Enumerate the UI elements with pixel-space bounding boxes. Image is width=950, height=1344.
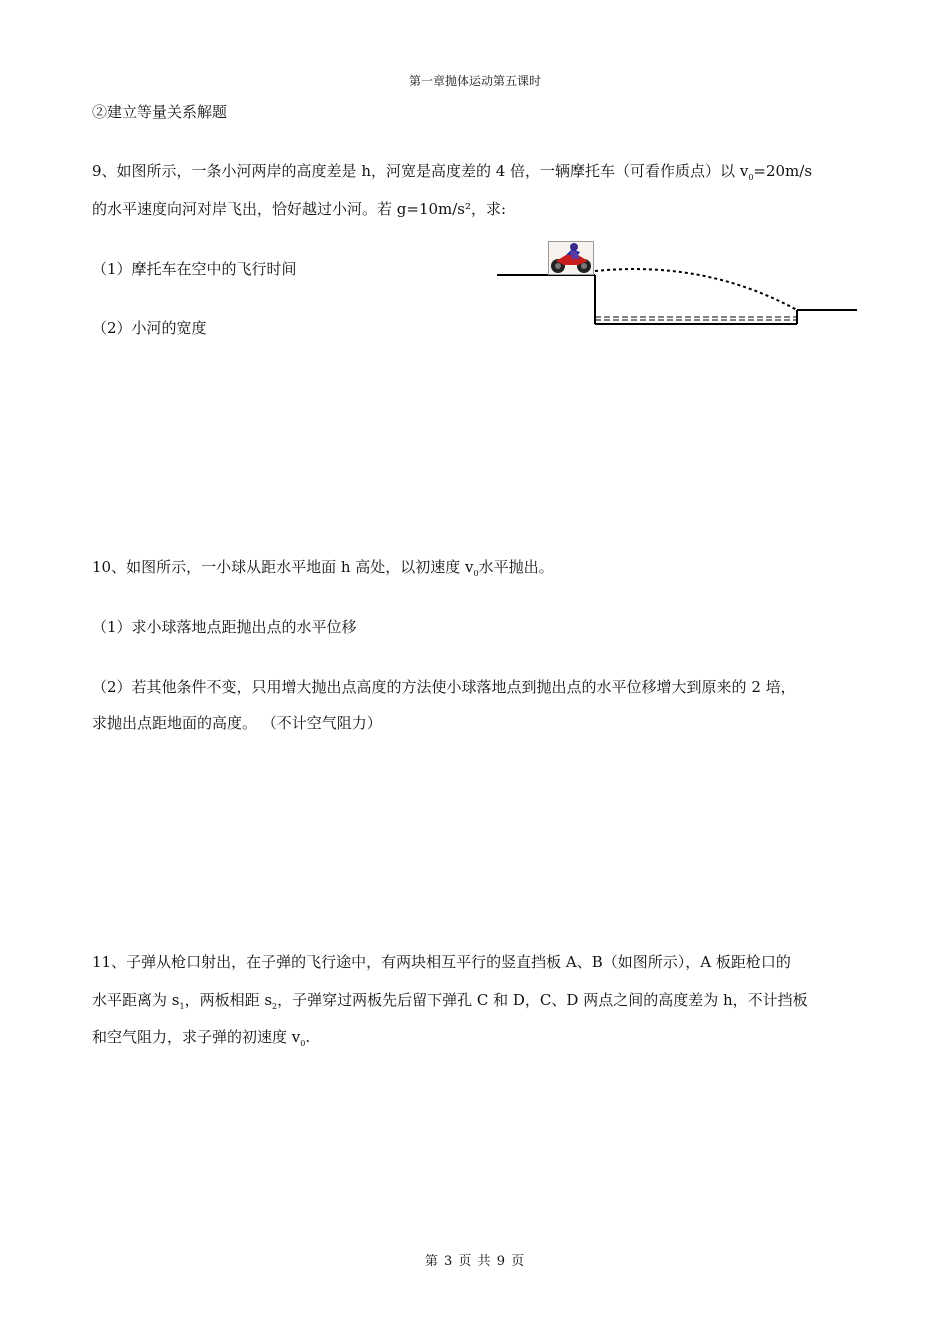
q11-line2-text-a: 水平距离为 s bbox=[92, 991, 180, 1009]
q10-line1-text: 10、如图所示，一小球从距水平地面 h 高处，以初速度 v bbox=[92, 558, 474, 576]
page-footer: 第 3 页 共 9 页 bbox=[424, 1254, 526, 1269]
page-header: 第一章抛体运动第五课时 bbox=[408, 74, 541, 88]
q9-line1-text: 9、如图所示，一条小河两岸的高度差是 h，河宽是高度差的 4 倍，一辆摩托车（可看作质点）以 v bbox=[92, 162, 749, 180]
q11-s2-subscript: 2 bbox=[272, 1002, 278, 1011]
q11-line2 bbox=[92, 989, 808, 1011]
q10-part2-line1: （2）若其他条件不变，只用增大抛出点高度的方法使小球落地点到抛出点的水平位移增大到原来的 2 培， bbox=[92, 678, 796, 696]
q11-line1: 11、子弹从枪口射出，在子弹的飞行途中，有两块相互平行的竖直挡板 A、B（如图所示），A 板距枪口的 bbox=[92, 953, 791, 971]
q9-line1-speed: =20m/s bbox=[753, 162, 813, 180]
q10-line1-end: 水平抛出。 bbox=[478, 558, 554, 576]
q9-part1: （1）摩托车在空中的飞行时间 bbox=[92, 260, 297, 278]
q11-line3-text: 和空气阻力，求子弹的初速度 v bbox=[92, 1028, 301, 1046]
motorcycle-icon bbox=[548, 241, 594, 275]
q10-part2-line2: 求抛出点距地面的高度。 （不计空气阻力） bbox=[92, 714, 382, 732]
q9-part2: （2）小河的宽度 bbox=[92, 319, 207, 337]
q11-s1-subscript: 1 bbox=[179, 1002, 185, 1011]
q9-line2: 的水平速度向河对岸飞出，恰好越过小河。若 g=10m/s²，求: bbox=[92, 200, 507, 218]
q9-v0-subscript: 0 bbox=[748, 173, 754, 182]
q10-line1 bbox=[92, 556, 554, 578]
section-heading: ②建立等量关系解题 bbox=[92, 103, 228, 121]
q11-line2-text-b: ，两板相距 s bbox=[184, 991, 273, 1009]
q11-v0-subscript: 0 bbox=[300, 1039, 306, 1048]
trajectory-curve bbox=[595, 269, 797, 310]
q10-v0-subscript: 0 bbox=[473, 569, 479, 578]
q9-line1 bbox=[92, 160, 812, 182]
q11-line3 bbox=[92, 1026, 310, 1048]
q11-line2-text-c: ，子弹穿过两板先后留下弹孔 C 和 D，C、D 两点之间的高度差为 h，不计挡板 bbox=[277, 991, 808, 1009]
q10-part1: （1）求小球落地点距抛出点的水平位移 bbox=[92, 618, 357, 636]
q11-line3-end: . bbox=[305, 1028, 311, 1046]
